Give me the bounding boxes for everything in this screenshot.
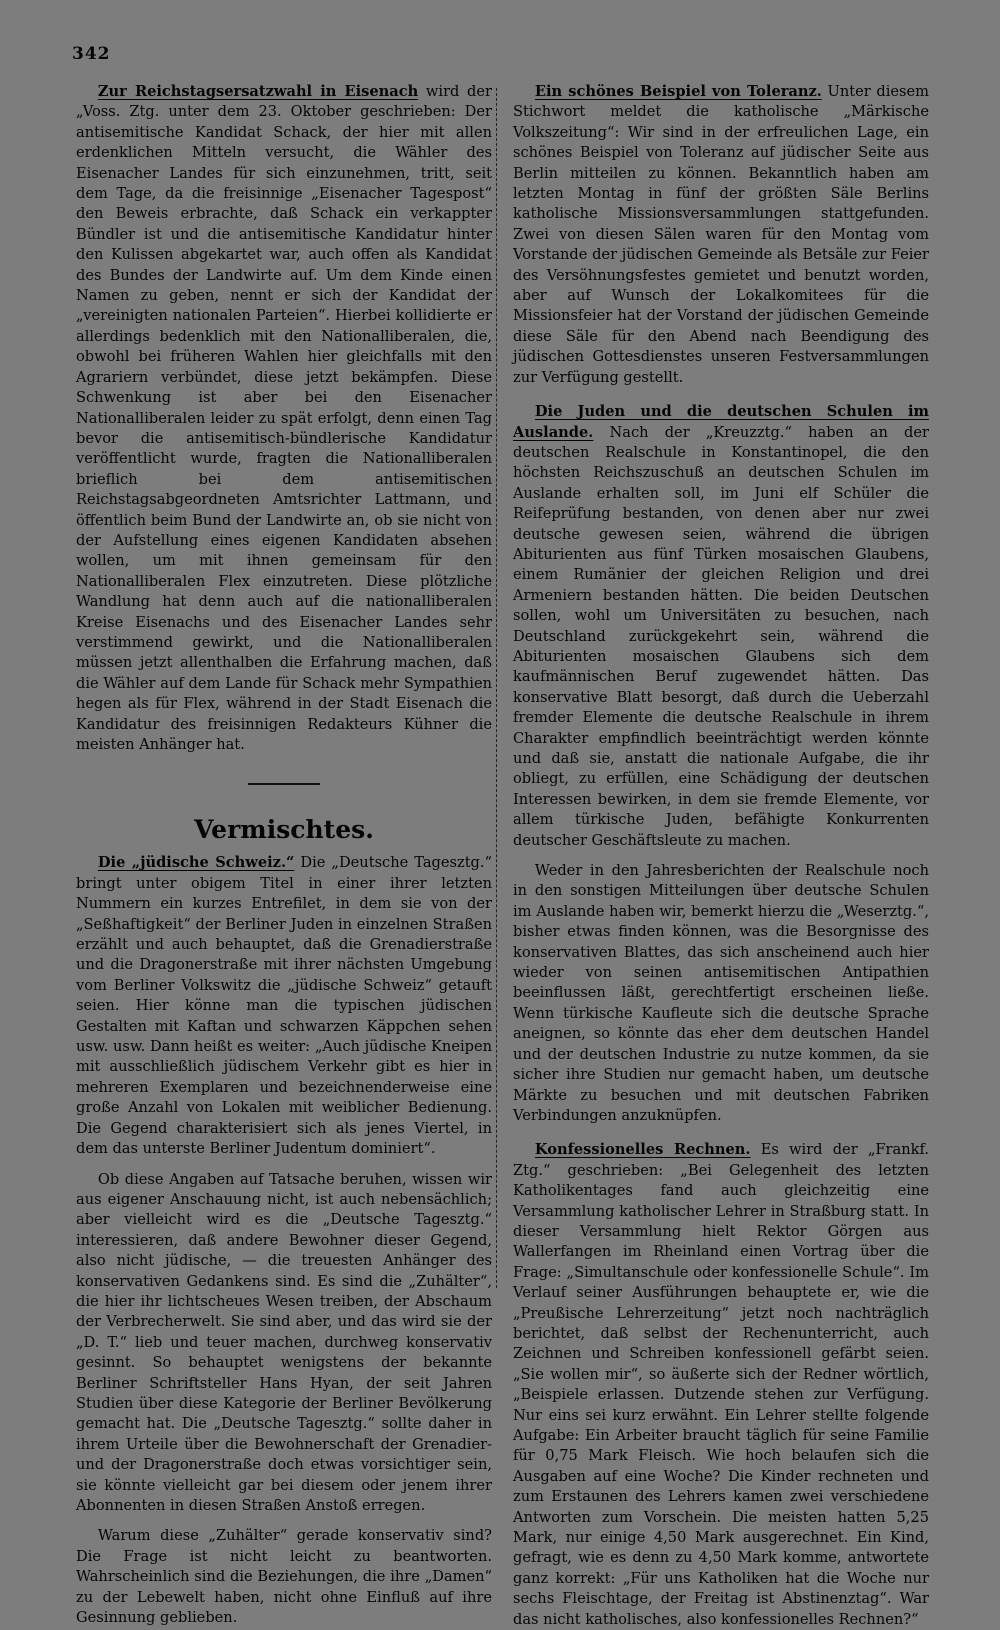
paragraph: Weder in den Jahresberichten der Realschule noch in den sonstigen Mitteilungen über deutsche Schulen im Auslande haben wir, bemerkt hierzu die „Weserztg.“, bisher etwas finden können, was die Besorgnisse des konservativen Blattes, das sich anscheinend auch hier wieder von seinen antisemitischen Antipathien beeinflussen läßt, gerechtfertigt erscheinen ließe. Wenn türkische Kaufleute sich die deutsche Sprache aneignen, so könnte das eher dem deutschen Handel und der deutschen Industrie zu nutze kommen, da sie sicher ihre Studien nur gemacht haben, um deutsche Märkte zu besuchen und mit deutschen Fabriken Verbindungen anzuknüpfen. [513, 862, 929, 1124]
article-heading: Konfessionelles Rechnen. [534, 1141, 751, 1159]
section-title: Vermischtes. [194, 815, 374, 845]
article-heading: Ein schönes Beispiel von Toleranz. [534, 83, 822, 100]
article-heading: Die „jüdische Schweiz.“ [97, 854, 295, 872]
page-number: 342 [72, 44, 111, 64]
section-divider [248, 783, 320, 785]
article-body: Nach der „Kreuzztg.“ haben an der deutschen Realschule in Konstantinopel, die den höchsten Reichszuschuß an deutschen Schulen im Auslande erhalten soll, im Juni elf Schüler die Reifeprüfung bestanden, von denen aber nur zwei deutsche gewesen seien, während die übrigen Abiturienten aus fünf Türken mosaischen Glaubens, einem Rumänier der gleichen Religion und drei Armeniern bestanden hätten. Die beiden Deutschen sollen, wohl um Universitäten zu besuchen, nach Deutschland zurückgekehrt sein, während die Abiturienten mosaischen Glaubens sich dem kaufmännischen Beruf zugewendet hätten. Das konservative Blatt besorgt, daß durch die Ueberzahl fremder Elemente die deutsche Realschule in ihrem Charakter empfindlich beeinträchtigt werden könnte und daß sie, anstatt die nationale Aufgabe, die ihr obliegt, zu erfüllen, eine Schädigung der deutschen Interessen bewirken, in dem sie fremde Elemente, vor allem türkische Juden, befähigte Konkurrenten deutscher Geschäftsleute zu machen. [513, 423, 930, 849]
article-juden-schulen [513, 402, 929, 851]
article-juedische-schweiz [76, 853, 492, 1159]
article-toleranz [513, 82, 929, 388]
article-body: wird der „Voss. Ztg. unter dem 23. Oktober geschrieben: Der antisemitische Kandidat Schack, der hier mit allen erdenklichen Mitteln versucht, die Wähler des Eisenacher Landes für sich einzunehmen, tritt, seit dem Tage, da die freisinnige „Eisenacher Tagespost“ den Beweis erbrachte, daß Schack ein verkappter Bündler ist und die antisemitische Kandidatur hinter den Kulissen abgekartet war, auch offen als Kandidat des Bundes der Landwirte auf. Um dem Kinde einen Namen zu geben, nennt er sich der Kandidat der „vereinigten nationalen Parteien“. Hierbei kollidierte er allerdings bedenklich mit den Nationalliberalen, die, obwohl bei früheren Wahlen hier gleichfalls mit den Agrariern verbündet, diese jetzt bekämpfen. Diese Schwenkung ist aber bei den Eisenacher Nationalliberalen leider zu spät erfolgt, denn einen Tag bevor die antisemitisch-bündlerische Kandidatur veröffentlicht wurde, fragten die Nationalliberalen brieflich bei dem antisemitischen Reichstagsabgeordneten Amtsrichter Lattmann, und öffentlich beim Bund der Landwirte an, ob sie nicht von der Aufstellung eines eigenen Kandidaten absehen wollen, um mit ihnen gemeinsam für den Nationalliberalen Flex einzutreten. Diese plötzliche Wandlung hat denn auch auf die nationalliberalen Kreise Eisenachs und des Eisenacher Landes sehr verstimmend gewirkt, und die Nationalliberalen müssen jetzt allenthalben die Erfahrung machen, daß die Wähler auf dem Lande für Schack mehr Sympathien hegen als für Flex, während in der Stadt Eisenach die Kandidatur des freisinnigen Redakteurs Kühner die meisten Anhänger hat. [76, 83, 493, 753]
paragraph: Ob diese Angaben auf Tatsache beruhen, wissen wir aus eigener Anschauung nicht, ist auch nebensächlich; aber vielleicht wird es die „Deutsche Tagesztg.“ interessieren, daß andere Bewohner dieser Gegend, also nicht jüdische, — die treuesten Anhänger des konservativen Gedankens sind. Es sind die „Zuhälter“, die hier ihr lichtscheues Wesen treiben, der Abschaum der Verbrecherwelt. Sie sind aber, und das wird sie der „D. T.“ lieb und teuer machen, durchweg konservativ gesinnt. So behauptet wenigstens der bekannte Berliner Schriftsteller Hans Hyan, der seit Jahren Studien über diese Kategorie der Berliner Bevölkerung gemacht hat. Die „Deutsche Tagesztg.“ sollte daher in ihrem Urteile über die Bewohnerschaft der Grenadier- und der Dragonerstraße doch etwas vorsichtiger sein, sie könnte vielleicht gar bei diesem oder jenem ihrer Abonnenten in diesen Straßen Anstoß erregen. [76, 1170, 492, 1514]
article-konfessionelles-rechnen [513, 1140, 929, 1630]
article-heading: Zur Reichstagsersatzwahl in Eisenach [97, 83, 419, 100]
article-reichstagswahl [76, 82, 492, 755]
left-column [76, 82, 492, 1628]
article-body: Es wird der „Frankf. Ztg.“ geschrieben: „Bei Gelegenheit des letzten Katholikentages fand auch gleichzeitig eine Versammlung katholischer Lehrer in Straßburg statt. In dieser Versammlung hielt Rektor Görgen aus Wallerfangen im Rheinland einen Vortrag über die Frage: „Simultanschule oder konfessionelle Schule“. Im Verlauf seiner Ausführungen behauptete er, wie die „Preußische Lehrerzeitung“ jetzt noch nachträglich berichtet, daß selbst der Rechenunterricht, auch Zeichnen und Schreiben konfessionell gefärbt seien. „Sie wollen mir“, so äußerte sich der Redner wörtlich, „Beispiele erlassen. Dutzende stehen zur Verfügung. Nur eins sei kurz erwähnt. Ein Lehrer stellte folgende Aufgabe: Ein Arbeiter braucht täglich für seine Familie für 0,75 Mark Fleisch. Wie hoch belaufen sich die Ausgaben auf eine Woche? Die Kinder rechneten und zum Erstaunen des Lehrers kamen zwei verschiedene Antworten zum Vorschein. Die meisten hatten 5,25 Mark, nur einige 4,50 Mark ausgerechnet. Ein Kind, gefragt, wie es denn zu 4,50 Mark komme, antwortete ganz korrekt: „Für uns Katholiken hat die Woche nur sechs Fleischtage, der Freitag ist Abstinenztag“. War das nicht katholisches, also konfessionelles Rechnen?“ [513, 1141, 929, 1628]
column-divider [496, 88, 497, 1288]
right-column [513, 82, 929, 1630]
article-heading: Die Juden und die deutschen Schulen im Auslande. [513, 403, 929, 441]
article-body: Die „Deutsche Tagesztg.“ bringt unter obigem Titel in einer ihrer letzten Nummern ein kurzes Entrefilet, in dem sie von der „Seßhaftigkeit“ der Berliner Juden in einzelnen Straßen erzählt und auch behauptet, daß die Grenadierstraße und die Dragonerstraße mit ihrer nächsten Umgebung vom Berliner Volkswitz die „jüdische Schweiz“ getauft seien. Hier könne man die typischen jüdischen Gestalten mit Kaftan und schwarzen Käppchen sehen usw. usw. Dann heißt es weiter: „Auch jüdische Kneipen mit ausschließlich jüdischem Verkehr gibt es hier in mehreren Exemplaren und bezeichnenderweise eine große Anzahl von Lokalen mit weiblicher Bedienung. Die Gegend charakterisiert sich als jenes Viertel, in dem das unterste Berliner Judentum dominiert“. [76, 854, 493, 1158]
article-body: Unter diesem Stichwort meldet die katholische „Märkische Volkszeitung“: Wir sind in der erfreulichen Lage, ein schönes Beispiel von Toleranz auf jüdischer Seite aus Berlin mitteilen zu können. Bekanntlich haben am letzten Montag in fünf der größten Säle Berlins katholische Missionsversammlungen stattgefunden. Zwei von diesen Sälen waren für den Montag vom Vorstande der jüdischen Gemeinde als Betsäle zur Feier des Versöhnungsfestes gemietet und benutzt worden, aber auf Wunsch der Lokalkomitees für die Missionsfeier hat der Vorstand der jüdischen Gemeinde diese Säle für den Abend nach Beendigung des jüdischen Gottesdienstes unseren Festversammlungen zur Verfügung gestellt. [513, 83, 930, 386]
paragraph: Warum diese „Zuhälter“ gerade konservativ sind? Die Frage ist nicht leicht zu beantworten. Wahrscheinlich sind die Beziehungen, die ihre „Damen“ zu der Lebewelt haben, nicht ohne Einfluß auf ihre Gesinnung geblieben. [76, 1527, 492, 1627]
